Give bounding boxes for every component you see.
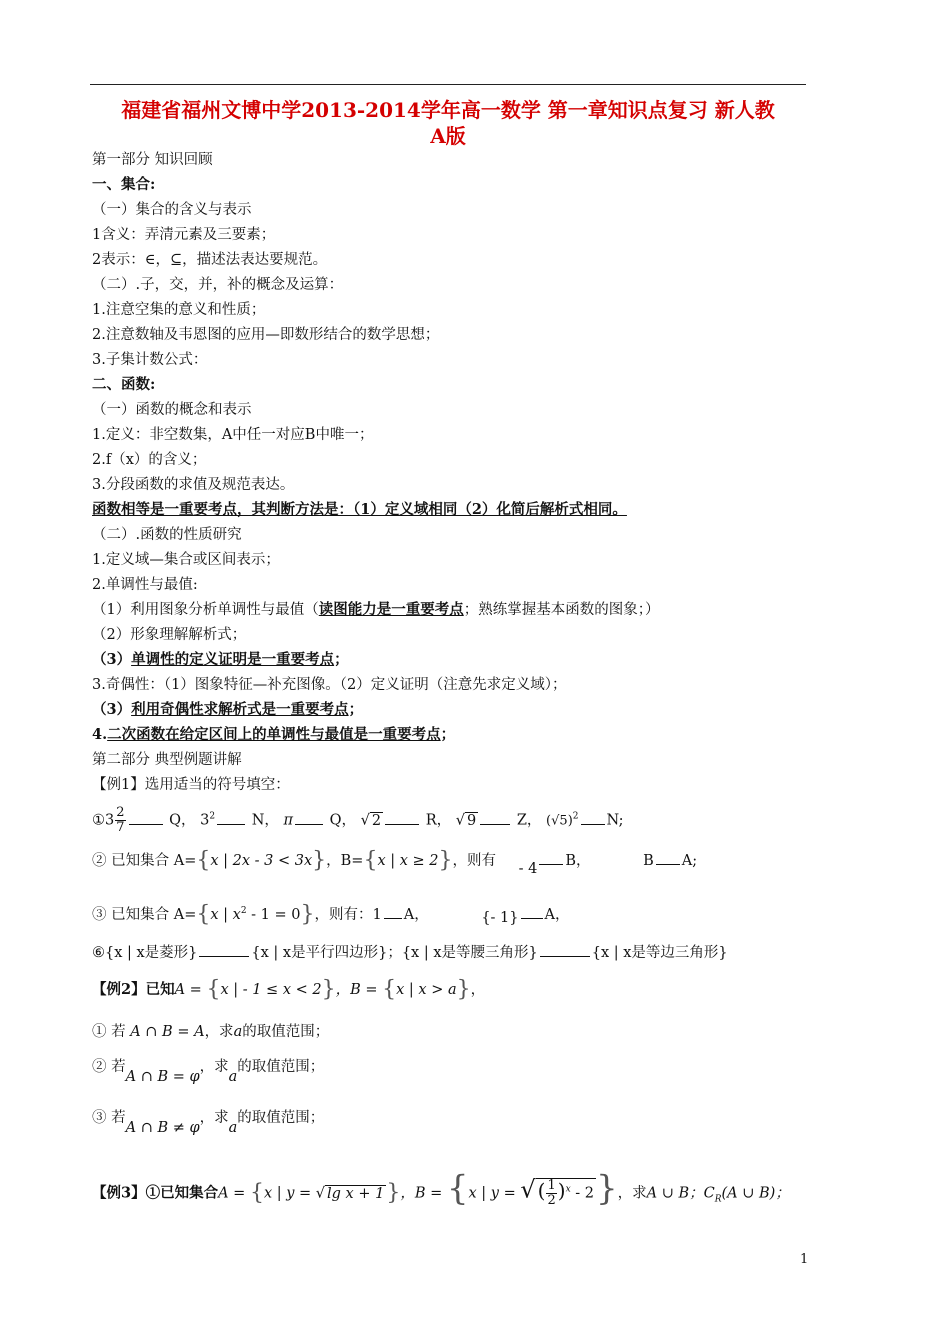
answer-blank[interactable] xyxy=(521,904,543,919)
fraction: $\frac{1}{2}$ xyxy=(547,1178,556,1208)
text-line: （1）利用图象分析单调性与最值（读图能力是一重要考点；熟练掌握基本函数的图象；） xyxy=(92,601,660,618)
key-point: 函数相等是一重要考点，其判断方法是：（1）定义域相同（2）化简后解析式相同。 xyxy=(92,501,627,518)
example-2-item-1: ① 若 A ∩ B = A，求a的取值范围； xyxy=(92,1024,330,1040)
document-title-cont: A版 xyxy=(430,124,466,148)
document-title: 福建省福州文博中学2013-2014学年高一数学 第一章知识点复习 新人教 xyxy=(121,98,775,122)
fraction: $\frac{2}{7}$ xyxy=(116,805,125,835)
subsection: （二）.函数的性质研究 xyxy=(92,527,242,543)
example-heading: 【例1】选用适当的符号填空： xyxy=(92,777,290,793)
section-heading: 一、集合: xyxy=(92,176,156,193)
example-2-item-3: ③ 若A ∩ B ≠ φ，求a的取值范围； xyxy=(92,1110,325,1136)
text-line: （3）利用奇偶性求解析式是一重要考点； xyxy=(92,701,364,718)
text-line: 1.定义域—集合或区间表示； xyxy=(92,552,280,568)
text-line: 3.子集计数公式： xyxy=(92,352,208,368)
example-2-item-2: ② 若A ∩ B = φ，求a的取值范围； xyxy=(92,1059,325,1085)
example-1-item-6: ⑥{x | x是菱形} {x | x是平行四边形}；{x | x是等腰三角形} {x | x是等边三角形} xyxy=(92,942,728,963)
text-line: （3）单调性的定义证明是一重要考点； xyxy=(92,651,349,668)
answer-blank[interactable] xyxy=(656,850,680,865)
text-line: 4.二次函数在给定区间上的单调性与最值是一重要考点； xyxy=(92,726,456,743)
answer-blank[interactable] xyxy=(384,904,402,919)
text-line: 1.定义：非空数集，A中任一对应B中唯一； xyxy=(92,427,374,443)
text-line: 1.注意空集的意义和性质； xyxy=(92,302,266,318)
text-line: 2.注意数轴及韦恩图的应用—即数形结合的数学思想； xyxy=(92,327,440,343)
answer-blank[interactable] xyxy=(199,942,249,957)
text-line: 3.奇偶性：（1）图象特征—补充图像。（2）定义证明（注意先求定义域）； xyxy=(92,677,567,693)
key-point: 单调性的定义证明是一重要考点 xyxy=(131,651,335,668)
subsection: （一）函数的概念和表示 xyxy=(92,402,252,418)
header-rule xyxy=(90,84,806,85)
answer-blank[interactable] xyxy=(581,810,605,825)
text-line: 1含义：弄清元素及三要素； xyxy=(92,227,276,243)
key-point: 利用奇偶性求解析式是一重要考点 xyxy=(131,701,349,718)
answer-blank[interactable] xyxy=(217,810,245,825)
page-number: 1 xyxy=(800,1252,809,1267)
answer-blank[interactable] xyxy=(295,810,323,825)
example-1-item-3: ③ 已知集合 A={x | $x^2 - 1 = 0$}，则有：1 A， {- 1} A， xyxy=(92,901,570,927)
example-1-item-2: ② 已知集合 A={x | 2x - 3 < 3x}，B={x | x ≥ 2}，则有 - 4 B， B A; xyxy=(92,848,698,877)
example-2-heading: 【例2】已知A = {x | - 1 ≤ x < 2}，B = {x | x > a}， xyxy=(92,977,486,1002)
answer-blank[interactable] xyxy=(539,850,563,865)
example-1-item-1: ①3 $\frac{2}{7}$ Q， $3^2$ N， π Q， √ 2 R， √ 9 Z， $(√5)^2$ N; xyxy=(92,805,624,835)
example-3: 【例3】①已知集合A = {x | y = √ lg x + 1}，B = {x | y = √ ( $\frac{1}{2}$ )$^x$ - 2}，求A ∪ B；$C_R(A$ ∪ B)； xyxy=(92,1168,790,1209)
text-line: 2表示：∈，⊆，描述法表达要规范。 xyxy=(92,252,328,268)
answer-blank[interactable] xyxy=(385,810,419,825)
answer-blank[interactable] xyxy=(540,942,590,957)
text-line: 2.单调性与最值: xyxy=(92,577,198,593)
section-heading: 二、函数: xyxy=(92,376,156,393)
text-line: 2.f（x）的含义； xyxy=(92,452,207,468)
answer-blank[interactable] xyxy=(129,810,163,825)
subsection: （二）.子，交，并，补的概念及运算： xyxy=(92,277,344,293)
text-line: （2）形象理解解析式； xyxy=(92,627,247,643)
text-line: 3.分段函数的求值及规范表达。 xyxy=(92,477,295,493)
part-heading: 第一部分 知识回顾 xyxy=(92,152,213,168)
key-point: 二次函数在给定区间上的单调性与最值是一重要考点 xyxy=(107,726,441,743)
subsection: （一）集合的含义与表示 xyxy=(92,202,252,218)
answer-blank[interactable] xyxy=(480,810,510,825)
part-heading: 第二部分 典型例题讲解 xyxy=(92,752,242,768)
key-point: 读图能力是一重要考点 xyxy=(318,601,464,618)
